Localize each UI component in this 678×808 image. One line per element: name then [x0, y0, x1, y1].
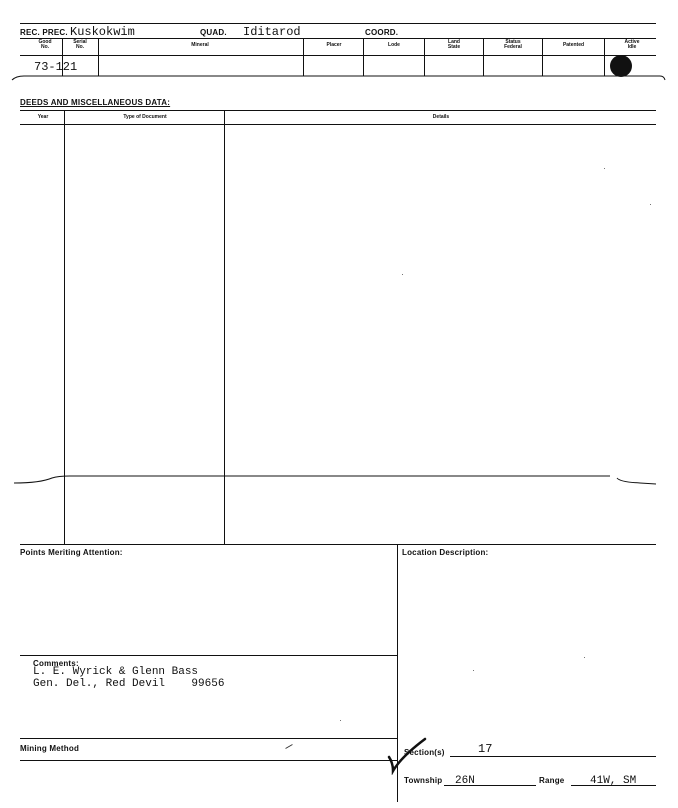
- mining-method-bottom-rule: [20, 760, 397, 761]
- deeds-mid-fold-line: [0, 470, 678, 490]
- coord-label: COORD.: [365, 28, 399, 37]
- col-good-no: Good No.: [38, 39, 52, 50]
- col-mineral: Mineral: [191, 42, 209, 48]
- rec-prec-label: REC. PREC.: [20, 28, 68, 37]
- col-lode: Lode: [388, 42, 400, 48]
- rec-prec-value: Kuskokwim: [70, 25, 135, 39]
- col-year: Year: [37, 114, 49, 120]
- township-value: 26N: [455, 775, 475, 787]
- mining-method-top-rule: [20, 738, 397, 739]
- points-meriting-attention-label: Points Meriting Attention:: [20, 548, 123, 557]
- good-no-value: 73-121: [34, 60, 78, 74]
- section-label: Section(s): [404, 748, 445, 757]
- record-table-header-rule: [20, 55, 656, 56]
- township-label: Township: [404, 776, 443, 785]
- mining-method-label: Mining Method: [20, 744, 80, 753]
- quad-label: QUAD.: [200, 28, 227, 37]
- deeds-bottom-rule: [20, 544, 656, 545]
- comments-label: Comments:: [33, 659, 79, 668]
- col-details: Details: [432, 114, 450, 120]
- comments-line-2: Gen. Del., Red Devil 99656: [33, 678, 225, 690]
- location-description-label: Location Description:: [402, 548, 489, 557]
- range-label: Range: [539, 776, 565, 785]
- top-rule: [20, 23, 656, 24]
- quad-value: Iditarod: [243, 25, 301, 39]
- range-value: 41W, SM: [590, 775, 637, 787]
- col-type-of-document: Type of Document: [123, 114, 167, 120]
- record-table-bottom-curve: [10, 72, 670, 82]
- section-value: 17: [478, 742, 493, 756]
- record-table-top-rule: [20, 38, 656, 39]
- col-active-idle: Active Idle: [624, 39, 640, 50]
- col-patented: Patented: [562, 42, 585, 48]
- deeds-title: DEEDS AND MISCELLANEOUS DATA:: [20, 98, 171, 107]
- col-serial-no: Serial No.: [73, 39, 87, 50]
- section-underline: [450, 756, 656, 757]
- col-status-federal: Status Federal: [504, 39, 522, 50]
- col-placer: Placer: [326, 42, 342, 48]
- comments-line-1: L. E. Wyrick & Glenn Bass: [33, 666, 199, 678]
- col-land-state: Land State: [447, 39, 461, 50]
- comments-top-rule: [20, 655, 397, 656]
